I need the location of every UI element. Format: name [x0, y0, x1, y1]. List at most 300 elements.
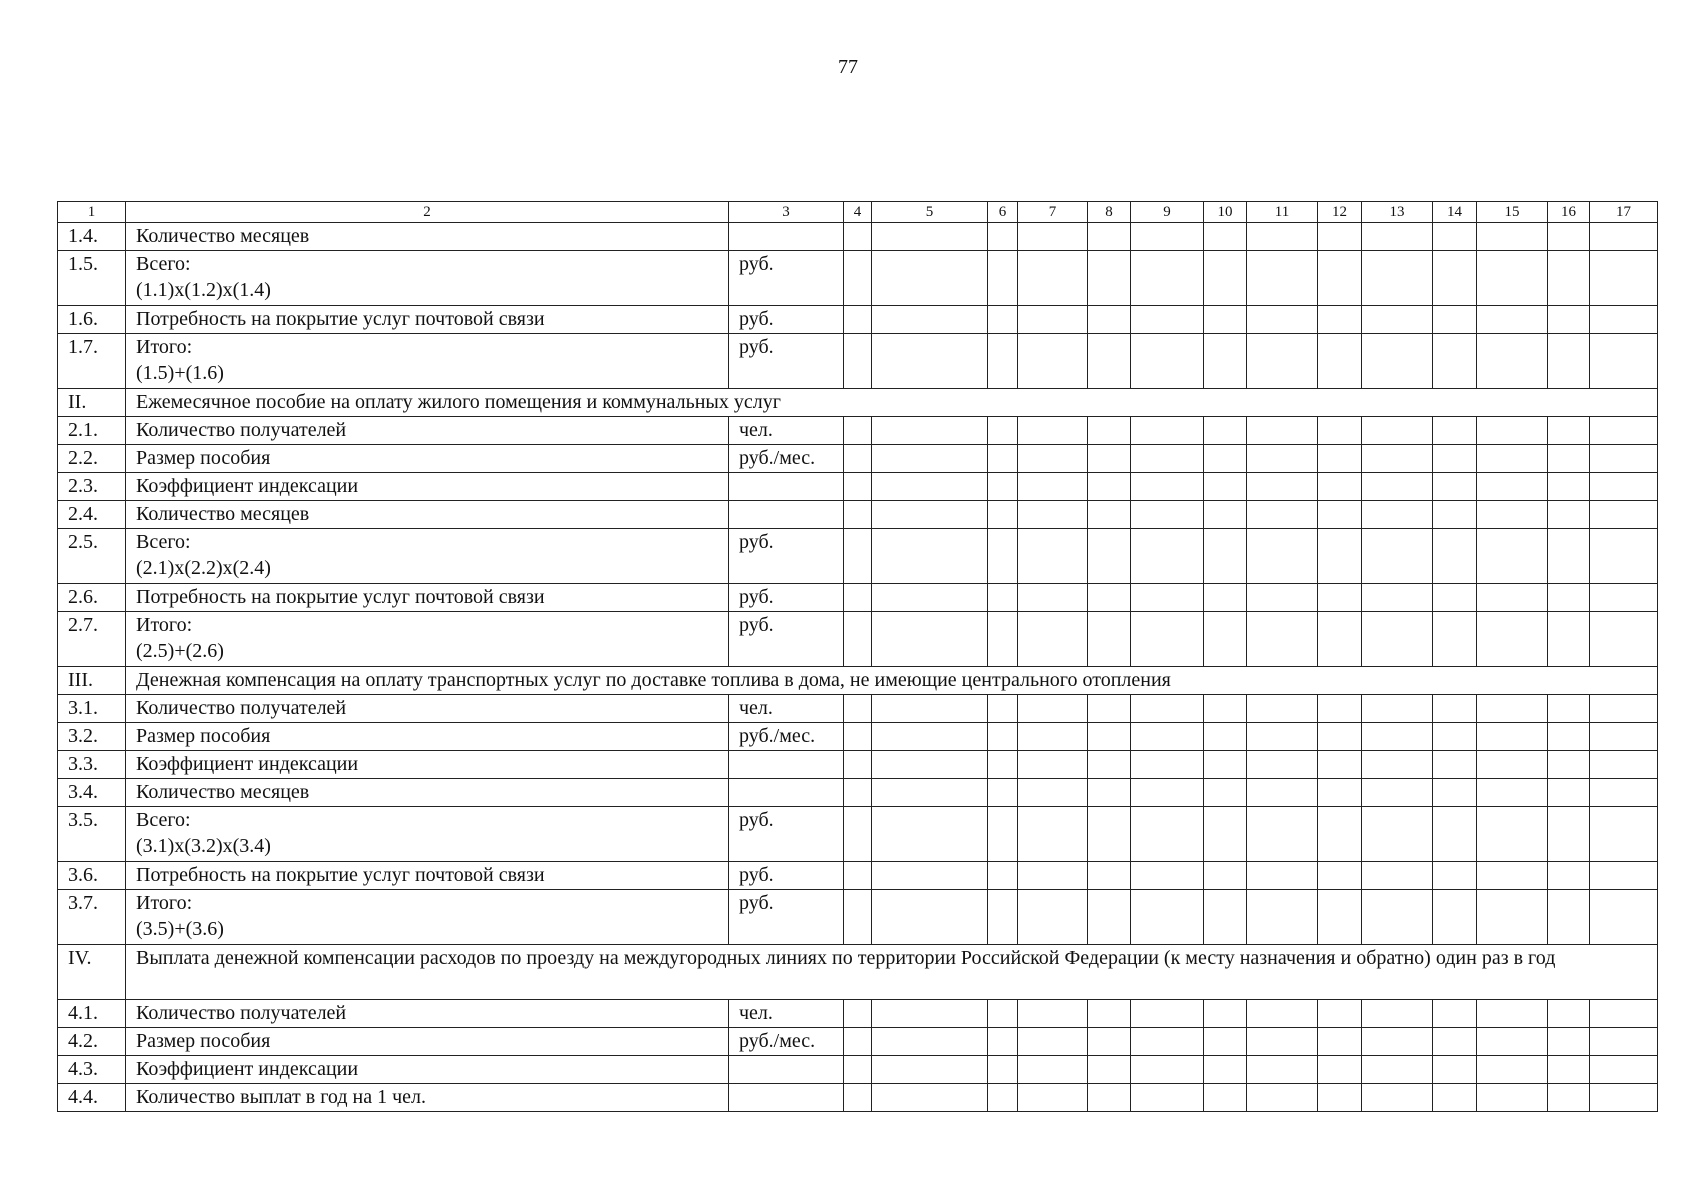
value-cell	[1204, 223, 1247, 251]
value-cell	[1362, 417, 1433, 445]
value-cell	[1362, 529, 1433, 584]
value-cell	[1477, 612, 1548, 667]
value-cell	[1433, 1028, 1477, 1056]
row-number: 2.6.	[58, 584, 126, 612]
value-cell	[1590, 223, 1658, 251]
value-cell	[1548, 223, 1590, 251]
value-cell	[1131, 751, 1204, 779]
value-cell	[1131, 612, 1204, 667]
value-cell	[1590, 1000, 1658, 1028]
value-cell	[1477, 723, 1548, 751]
table-row	[58, 1000, 1658, 1028]
value-cell	[1477, 890, 1548, 945]
value-cell	[872, 723, 988, 751]
row-label	[126, 1028, 729, 1056]
unit-cell: чел.	[729, 417, 844, 445]
row-number: 3.7.	[58, 890, 126, 945]
value-cell	[844, 751, 872, 779]
value-cell	[1131, 417, 1204, 445]
value-cell	[844, 306, 872, 334]
row-label	[126, 473, 729, 501]
value-cell	[1204, 584, 1247, 612]
value-cell	[1362, 612, 1433, 667]
table-row	[58, 473, 1658, 501]
value-cell	[1018, 1056, 1088, 1084]
row-number: IV.	[58, 945, 126, 1000]
row-label-line: Количество получателей	[136, 1002, 347, 1024]
value-cell	[988, 751, 1018, 779]
value-cell	[872, 1056, 988, 1084]
value-cell	[1204, 501, 1247, 529]
row-number: 1.5.	[58, 251, 126, 306]
unit-cell	[729, 223, 844, 251]
value-cell	[988, 251, 1018, 306]
unit-cell: руб.	[729, 334, 844, 389]
value-cell	[1131, 251, 1204, 306]
row-label	[126, 334, 729, 389]
unit-cell	[729, 473, 844, 501]
value-cell	[1318, 417, 1362, 445]
value-cell	[1247, 251, 1318, 306]
value-cell	[844, 473, 872, 501]
table-row	[58, 417, 1658, 445]
value-cell	[872, 251, 988, 306]
unit-cell	[729, 779, 844, 807]
value-cell	[844, 584, 872, 612]
value-cell	[844, 807, 872, 862]
value-cell	[1247, 779, 1318, 807]
value-cell	[1433, 807, 1477, 862]
value-cell	[1590, 862, 1658, 890]
value-cell	[1131, 723, 1204, 751]
table-row	[58, 306, 1658, 334]
value-cell	[872, 473, 988, 501]
column-header: 14	[1433, 202, 1477, 223]
value-cell	[988, 862, 1018, 890]
value-cell	[1548, 529, 1590, 584]
value-cell	[1204, 306, 1247, 334]
value-cell	[1088, 779, 1131, 807]
value-cell	[1247, 473, 1318, 501]
value-cell	[1018, 807, 1088, 862]
value-cell	[1088, 612, 1131, 667]
value-cell	[844, 779, 872, 807]
value-cell	[1018, 779, 1088, 807]
value-cell	[1548, 751, 1590, 779]
value-cell	[872, 779, 988, 807]
row-label-line: (1.5)+(1.6)	[136, 362, 224, 384]
unit-cell: руб.	[729, 251, 844, 306]
value-cell	[1362, 473, 1433, 501]
value-cell	[1548, 723, 1590, 751]
value-cell	[1018, 306, 1088, 334]
value-cell	[1477, 1000, 1548, 1028]
value-cell	[1590, 473, 1658, 501]
value-cell	[1088, 751, 1131, 779]
value-cell	[1088, 695, 1131, 723]
value-cell	[1433, 417, 1477, 445]
value-cell	[872, 334, 988, 389]
row-label-line: Потребность на покрытие услуг почтовой связи	[136, 864, 545, 886]
value-cell	[1548, 612, 1590, 667]
row-label	[126, 501, 729, 529]
value-cell	[1018, 417, 1088, 445]
column-header: 16	[1548, 202, 1590, 223]
row-label	[126, 1084, 729, 1112]
value-cell	[844, 695, 872, 723]
value-cell	[1247, 890, 1318, 945]
value-cell	[988, 612, 1018, 667]
value-cell	[1131, 862, 1204, 890]
value-cell	[872, 751, 988, 779]
value-cell	[1131, 584, 1204, 612]
value-cell	[872, 890, 988, 945]
value-cell	[988, 417, 1018, 445]
value-cell	[988, 473, 1018, 501]
value-cell	[1590, 1028, 1658, 1056]
value-cell	[1318, 862, 1362, 890]
value-cell	[988, 779, 1018, 807]
row-label-line: Итого:	[136, 892, 193, 914]
value-cell	[1204, 1084, 1247, 1112]
unit-cell: руб./мес.	[729, 445, 844, 473]
value-cell	[1590, 723, 1658, 751]
column-header: 5	[872, 202, 988, 223]
value-cell	[1247, 751, 1318, 779]
value-cell	[844, 529, 872, 584]
table-row	[58, 584, 1658, 612]
value-cell	[1433, 584, 1477, 612]
value-cell	[1088, 334, 1131, 389]
value-cell	[1131, 473, 1204, 501]
section-row	[58, 945, 1658, 1000]
value-cell	[1247, 223, 1318, 251]
value-cell	[1131, 807, 1204, 862]
value-cell	[1131, 334, 1204, 389]
value-cell	[1088, 473, 1131, 501]
value-cell	[1018, 751, 1088, 779]
value-cell	[1318, 1056, 1362, 1084]
row-label-line: Всего:	[136, 531, 191, 553]
value-cell	[1548, 807, 1590, 862]
value-cell	[1548, 1056, 1590, 1084]
value-cell	[1362, 1084, 1433, 1112]
column-header: 3	[729, 202, 844, 223]
row-label-line: Итого:	[136, 336, 193, 358]
value-cell	[1131, 1056, 1204, 1084]
row-number: 3.4.	[58, 779, 126, 807]
row-label	[126, 890, 729, 945]
value-cell	[1318, 1084, 1362, 1112]
row-label	[126, 612, 729, 667]
table-row	[58, 501, 1658, 529]
value-cell	[1088, 251, 1131, 306]
value-cell	[1247, 445, 1318, 473]
value-cell	[1247, 584, 1318, 612]
value-cell	[1590, 1084, 1658, 1112]
value-cell	[1362, 807, 1433, 862]
value-cell	[1204, 779, 1247, 807]
row-label-line: (3.1)х(3.2)х(3.4)	[136, 835, 271, 857]
section-title: Денежная компенсация на оплату транспортных услуг по доставке топлива в дома, не имеющие центрального отопления	[126, 667, 1658, 695]
value-cell	[1433, 723, 1477, 751]
value-cell	[1018, 1000, 1088, 1028]
row-number: 2.1.	[58, 417, 126, 445]
column-header: 6	[988, 202, 1018, 223]
column-header: 17	[1590, 202, 1658, 223]
value-cell	[1477, 751, 1548, 779]
row-label-line: Потребность на покрытие услуг почтовой связи	[136, 586, 545, 608]
row-number: 4.1.	[58, 1000, 126, 1028]
value-cell	[988, 584, 1018, 612]
value-cell	[1204, 1028, 1247, 1056]
value-cell	[1318, 807, 1362, 862]
value-cell	[872, 584, 988, 612]
value-cell	[1204, 445, 1247, 473]
value-cell	[1590, 584, 1658, 612]
value-cell	[1590, 1056, 1658, 1084]
value-cell	[1548, 251, 1590, 306]
row-label	[126, 417, 729, 445]
value-cell	[1204, 1000, 1247, 1028]
column-header: 15	[1477, 202, 1548, 223]
value-cell	[1018, 251, 1088, 306]
value-cell	[1433, 1000, 1477, 1028]
row-label	[126, 779, 729, 807]
value-cell	[1590, 890, 1658, 945]
value-cell	[1433, 306, 1477, 334]
row-number: 1.7.	[58, 334, 126, 389]
value-cell	[1318, 1000, 1362, 1028]
value-cell	[1362, 695, 1433, 723]
value-cell	[1590, 529, 1658, 584]
value-cell	[1548, 1028, 1590, 1056]
value-cell	[1247, 1056, 1318, 1084]
value-cell	[1247, 1000, 1318, 1028]
table-row	[58, 529, 1658, 584]
value-cell	[1433, 529, 1477, 584]
section-row	[58, 667, 1658, 695]
unit-cell: руб.	[729, 862, 844, 890]
row-number: 2.5.	[58, 529, 126, 584]
row-number: 4.2.	[58, 1028, 126, 1056]
table-row	[58, 1056, 1658, 1084]
value-cell	[1548, 501, 1590, 529]
value-cell	[1433, 251, 1477, 306]
row-number: 4.4.	[58, 1084, 126, 1112]
unit-cell: руб.	[729, 529, 844, 584]
value-cell	[872, 612, 988, 667]
row-label-line: Коэффициент индексации	[136, 753, 359, 775]
value-cell	[1362, 779, 1433, 807]
value-cell	[1088, 1000, 1131, 1028]
value-cell	[1318, 473, 1362, 501]
row-label	[126, 306, 729, 334]
row-label-line: Количество получателей	[136, 697, 347, 719]
value-cell	[1433, 223, 1477, 251]
value-cell	[1088, 529, 1131, 584]
value-cell	[844, 223, 872, 251]
value-cell	[872, 445, 988, 473]
row-label	[126, 445, 729, 473]
column-header: 4	[844, 202, 872, 223]
row-number: 1.4.	[58, 223, 126, 251]
value-cell	[1362, 223, 1433, 251]
value-cell	[1548, 779, 1590, 807]
value-cell	[1318, 1028, 1362, 1056]
value-cell	[1362, 306, 1433, 334]
value-cell	[988, 807, 1018, 862]
table-row	[58, 334, 1658, 389]
value-cell	[1131, 890, 1204, 945]
value-cell	[872, 1000, 988, 1028]
value-cell	[1318, 584, 1362, 612]
value-cell	[1548, 695, 1590, 723]
value-cell	[1131, 1028, 1204, 1056]
value-cell	[988, 334, 1018, 389]
value-cell	[1131, 1084, 1204, 1112]
row-label	[126, 223, 729, 251]
value-cell	[1018, 1028, 1088, 1056]
value-cell	[1362, 584, 1433, 612]
value-cell	[1247, 334, 1318, 389]
row-label-line: Количество месяцев	[136, 225, 310, 247]
column-header: 2	[126, 202, 729, 223]
unit-cell: чел.	[729, 695, 844, 723]
row-label-line: (2.5)+(2.6)	[136, 640, 224, 662]
value-cell	[1433, 501, 1477, 529]
row-label	[126, 1056, 729, 1084]
row-label	[126, 251, 729, 306]
value-cell	[1131, 779, 1204, 807]
row-label-line: Потребность на покрытие услуг почтовой связи	[136, 308, 545, 330]
row-label	[126, 862, 729, 890]
value-cell	[872, 695, 988, 723]
row-number: 3.1.	[58, 695, 126, 723]
value-cell	[1088, 1084, 1131, 1112]
value-cell	[1018, 334, 1088, 389]
value-cell	[1088, 306, 1131, 334]
value-cell	[1088, 417, 1131, 445]
value-cell	[1433, 612, 1477, 667]
row-label-line: Всего:	[136, 809, 191, 831]
value-cell	[1131, 501, 1204, 529]
value-cell	[988, 223, 1018, 251]
row-number: 2.4.	[58, 501, 126, 529]
unit-cell: руб.	[729, 584, 844, 612]
unit-cell: руб./мес.	[729, 723, 844, 751]
row-label	[126, 723, 729, 751]
value-cell	[1477, 779, 1548, 807]
value-cell	[1088, 890, 1131, 945]
value-cell	[1548, 417, 1590, 445]
row-label	[126, 695, 729, 723]
table-row	[58, 1084, 1658, 1112]
row-number: 2.2.	[58, 445, 126, 473]
section-title: Ежемесячное пособие на оплату жилого помещения и коммунальных услуг	[126, 389, 1658, 417]
value-cell	[1433, 890, 1477, 945]
value-cell	[1018, 612, 1088, 667]
unit-cell	[729, 501, 844, 529]
value-cell	[844, 890, 872, 945]
value-cell	[1362, 1000, 1433, 1028]
column-header: 8	[1088, 202, 1131, 223]
table-row	[58, 251, 1658, 306]
value-cell	[1362, 751, 1433, 779]
value-cell	[1590, 501, 1658, 529]
value-cell	[1018, 862, 1088, 890]
value-cell	[1433, 334, 1477, 389]
value-cell	[1362, 723, 1433, 751]
value-cell	[1204, 417, 1247, 445]
value-cell	[1247, 723, 1318, 751]
value-cell	[988, 890, 1018, 945]
value-cell	[1018, 445, 1088, 473]
value-cell	[1362, 334, 1433, 389]
row-label-line: (2.1)х(2.2)х(2.4)	[136, 557, 271, 579]
column-header: 1	[58, 202, 126, 223]
value-cell	[1477, 223, 1548, 251]
value-cell	[1477, 306, 1548, 334]
value-cell	[988, 501, 1018, 529]
value-cell	[1548, 445, 1590, 473]
value-cell	[1548, 1084, 1590, 1112]
value-cell	[1204, 723, 1247, 751]
value-cell	[1318, 723, 1362, 751]
value-cell	[988, 529, 1018, 584]
table-row	[58, 890, 1658, 945]
row-number: III.	[58, 667, 126, 695]
row-number: 1.6.	[58, 306, 126, 334]
value-cell	[1362, 501, 1433, 529]
value-cell	[1548, 890, 1590, 945]
value-cell	[1362, 890, 1433, 945]
value-cell	[1204, 473, 1247, 501]
value-cell	[1433, 1056, 1477, 1084]
value-cell	[872, 501, 988, 529]
value-cell	[1477, 807, 1548, 862]
value-cell	[1433, 862, 1477, 890]
value-cell	[1204, 1056, 1247, 1084]
value-cell	[1477, 251, 1548, 306]
value-cell	[1018, 529, 1088, 584]
header-row	[58, 202, 1658, 223]
value-cell	[1131, 306, 1204, 334]
value-cell	[1590, 251, 1658, 306]
row-label-line: Всего:	[136, 253, 191, 275]
table-row	[58, 807, 1658, 862]
value-cell	[844, 1056, 872, 1084]
value-cell	[1362, 445, 1433, 473]
value-cell	[1088, 584, 1131, 612]
value-cell	[1247, 807, 1318, 862]
row-number: 4.3.	[58, 1056, 126, 1084]
unit-cell	[729, 751, 844, 779]
value-cell	[1247, 862, 1318, 890]
table-row	[58, 695, 1658, 723]
row-label-line: Коэффициент индексации	[136, 475, 359, 497]
row-label-line: Размер пособия	[136, 725, 271, 747]
column-header: 7	[1018, 202, 1088, 223]
section-title: Выплата денежной компенсации расходов по проезду на междугородных линиях по территории Российской Федерации (к месту назначения и обратно) один раз в год	[126, 945, 1658, 1000]
value-cell	[1247, 306, 1318, 334]
value-cell	[1362, 1028, 1433, 1056]
value-cell	[872, 306, 988, 334]
value-cell	[1548, 1000, 1590, 1028]
row-label	[126, 1000, 729, 1028]
row-label-line: Количество выплат в год на 1 чел.	[136, 1086, 427, 1108]
value-cell	[844, 417, 872, 445]
